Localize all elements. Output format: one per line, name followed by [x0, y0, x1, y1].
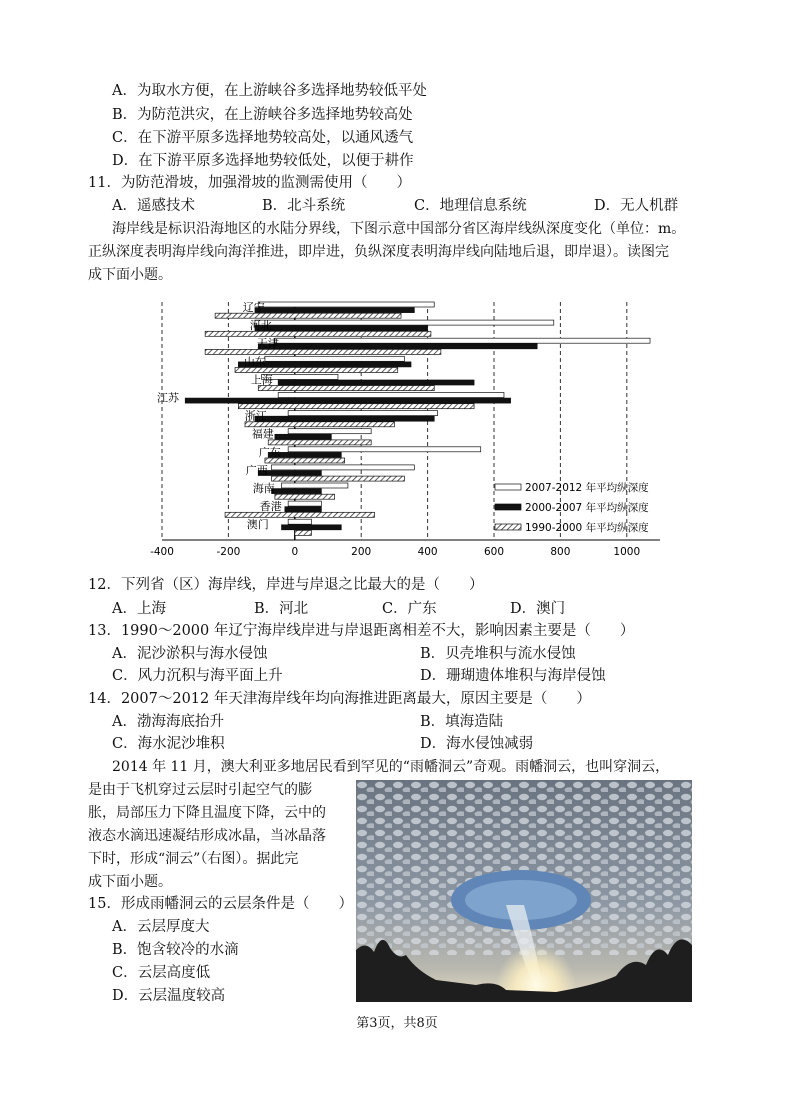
legend-swatch	[495, 504, 521, 510]
q11-option-a: A．遥感技术	[112, 198, 195, 214]
q15-option-c: C．云层高度低	[112, 965, 211, 981]
x-tick-label: 200	[351, 546, 372, 558]
q10-option-b: B．为防范洪灾，在上游峡谷多选择地势较高处	[112, 107, 413, 123]
bar	[258, 344, 537, 349]
q14-option-d: D．海水侵蚀减弱	[420, 736, 534, 752]
bar	[258, 302, 434, 307]
bar	[275, 434, 331, 439]
category-label: 江苏	[157, 391, 179, 405]
q14-option-a: A．渤海海底抬升	[112, 714, 224, 730]
bar	[288, 411, 437, 416]
bar	[238, 404, 474, 409]
q10-option-d: D．在下游平原多选择地势较低处，以便于耕作	[112, 153, 414, 169]
category-label: 福建	[251, 427, 274, 441]
bar	[295, 530, 312, 535]
cloud-photo-svg	[356, 780, 692, 1002]
bar	[288, 447, 481, 452]
bar	[272, 489, 322, 494]
q12-option-c: C．广东	[382, 601, 437, 617]
q15-option-b: B．饱含较冷的水滴	[112, 942, 239, 958]
bar	[282, 483, 348, 488]
q15-stem: 15．形成雨幡洞云的云层条件是（ ）	[88, 896, 353, 912]
bar	[268, 440, 371, 445]
bar	[288, 519, 311, 524]
x-tick-label: -200	[216, 546, 241, 558]
category-label: 广西	[245, 463, 268, 477]
legend-label: 2000-2007 年平均纵深度	[525, 502, 649, 514]
x-tick-label: 400	[417, 546, 438, 558]
category-label: 广东	[258, 445, 281, 459]
bar	[262, 374, 338, 379]
category-label: 辽宁	[242, 301, 265, 314]
bar	[272, 465, 415, 470]
q13-option-a: A．泥沙淤积与海水侵蚀	[112, 646, 268, 662]
bar	[185, 398, 510, 403]
intro2-line-6: 成下面小题。	[88, 874, 172, 890]
legend-swatch	[495, 484, 521, 490]
bar	[272, 476, 405, 481]
category-label: 浙江	[244, 409, 267, 423]
bar	[278, 380, 474, 385]
fallstreak-hole-cloud-photo	[356, 780, 692, 1002]
bar	[255, 308, 414, 313]
q13-option-b: B．贝壳堆积与流水侵蚀	[420, 646, 576, 662]
q14-stem: 14．2007～2012 年天津海岸线年均向海推进距离最大，原因主要是（ ）	[88, 691, 591, 707]
legend-label: 1990-2000 年平均纵深度	[525, 522, 649, 534]
bar	[288, 429, 371, 434]
q12-option-d: D．澳门	[510, 601, 566, 617]
q11-option-d: D．无人机群	[594, 198, 679, 214]
category-label: 河北	[249, 319, 272, 333]
category-label: 海南	[252, 482, 275, 495]
coastline-chart-svg	[150, 298, 670, 560]
bar	[288, 501, 321, 506]
q12-stem: 12．下列省（区）海岸线，岸进与岸退之比最大的是（ ）	[88, 577, 484, 593]
q11-option-b: B．北斗系统	[262, 198, 346, 214]
category-label: 山东	[243, 355, 266, 369]
q13-option-c: C．风力沉积与海平面上升	[112, 668, 283, 684]
category-label: 香港	[259, 500, 282, 514]
bar	[275, 494, 335, 499]
bar	[265, 356, 404, 361]
intro1-line-3: 成下面小题。	[88, 267, 172, 283]
intro1-line-1: 海岸线是标识沿海地区的水陆分界线，下图示意中国部分省区海岸线纵深度变化（单位：m。	[112, 221, 686, 237]
bar	[275, 338, 650, 343]
q14-option-b: B．填海造陆	[420, 714, 504, 730]
q10-option-a: A．为取水方便，在上游峡谷多选择地势较低平处	[112, 83, 427, 99]
bar	[278, 393, 504, 398]
q12-option-b: B．河北	[254, 601, 309, 617]
bar	[205, 349, 441, 354]
bar	[245, 422, 394, 427]
q13-option-d: D．珊瑚遗体堆积与海岸侵蚀	[420, 668, 606, 684]
intro2-line-2: 是由于飞机穿过云层时引起空气的膨	[88, 782, 312, 798]
q15-option-d: D．云层温度较高	[112, 988, 226, 1004]
bar	[255, 416, 434, 421]
legend-swatch	[495, 524, 521, 530]
x-tick-label: 800	[550, 546, 571, 558]
bar	[285, 507, 322, 512]
intro2-line-4: 液态水滴迅速凝结形成冰晶，当冰晶落	[88, 828, 326, 844]
bar	[205, 331, 431, 336]
q12-option-a: A．上海	[112, 601, 166, 617]
q15-option-a: A．云层厚度大	[112, 919, 210, 935]
bar	[282, 525, 342, 530]
category-label: 澳门	[246, 518, 269, 532]
x-tick-label: -400	[150, 546, 174, 558]
intro2-line-1: 2014 年 11 月，澳大利亚多地居民看到罕见的“雨幡洞云”奇观。雨幡洞云，也叫穿洞云，	[112, 759, 670, 775]
bar	[255, 320, 554, 325]
bar	[258, 386, 434, 391]
x-tick-label: 1000	[613, 546, 641, 558]
bar	[255, 326, 428, 331]
x-tick-label: 600	[483, 546, 505, 558]
q13-stem: 13．1990～2000 年辽宁海岸线岸进与岸退距离相差不大，影响因素主要是（ ）	[88, 623, 635, 639]
q11-stem: 11．为防范滑坡，加强滑坡的监测需使用（ ）	[88, 175, 411, 191]
q10-option-c: C．在下游平原多选择地势较高处，以通风透气	[112, 130, 414, 146]
bar	[225, 512, 374, 517]
intro1-line-2: 正纵深度表明海岸线向海洋推进，即岸进，负纵深度表明海岸线向陆地后退，即岸退）。读图完	[88, 244, 669, 260]
coastline-depth-chart	[150, 298, 670, 560]
intro2-line-3: 胀，局部压力下降且温度下降，云中的	[88, 805, 326, 821]
q14-option-c: C．海水泥沙堆积	[112, 736, 225, 752]
q11-option-c: C．地理信息系统	[414, 198, 527, 214]
category-label: 天津	[256, 337, 279, 351]
x-tick-label: 0	[291, 546, 299, 558]
intro2-line-5: 下时，形成“洞云”（右图）。据此完	[88, 851, 299, 867]
legend-label: 2007-2012 年平均纵深度	[525, 482, 649, 494]
category-label: 上海	[250, 373, 273, 387]
page-footer: 第3页，共8页	[356, 1016, 438, 1031]
